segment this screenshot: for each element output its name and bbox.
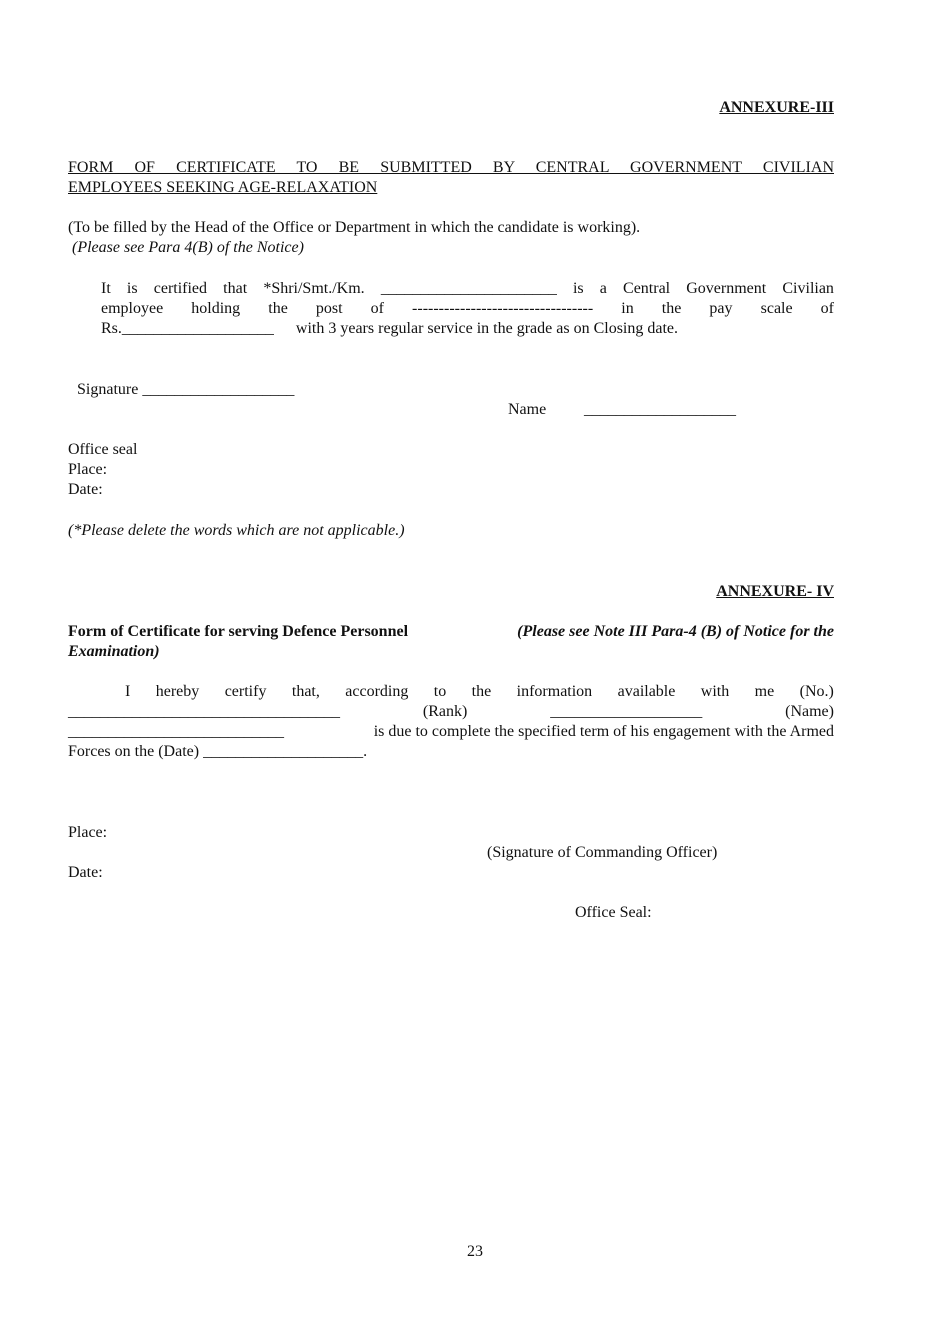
place-label: Place:	[68, 461, 108, 478]
a3-line1-word: is	[572, 280, 584, 297]
annexure-3-certificate-line-2	[101, 299, 834, 319]
annexure-3-instruction: (To be filled by the Head of the Office or Department in which the candidate is working).	[68, 219, 641, 236]
a3-line1-word: Central	[623, 280, 671, 297]
a3-line2-word: holding	[191, 300, 241, 317]
a3-line1-word: ______________________	[380, 280, 557, 297]
delete-note: (*Please delete the words which are not applicable.)	[68, 522, 405, 539]
a3-line1-word: Civilian	[782, 280, 834, 297]
office-seal-label: Office seal	[68, 441, 138, 458]
name-blank: ___________________________	[68, 723, 284, 740]
annexure-3-certificate-line-1	[101, 279, 834, 299]
name-blank: ___________________	[584, 401, 736, 418]
a3-line2-word: the	[268, 300, 288, 317]
a3-line2-word: employee	[101, 300, 164, 317]
a3-line1-word: *Shri/Smt./Km.	[263, 280, 365, 297]
a3-line2-word: the	[661, 300, 682, 317]
a4-line1-word: me	[754, 683, 775, 700]
a4-line1-word: (No.)	[799, 683, 834, 700]
a3-line1-word: is	[126, 280, 138, 297]
page-number: 23	[467, 1243, 483, 1260]
a4-line2-word: __________________________________	[68, 703, 340, 720]
a4-line1-word: the	[471, 683, 492, 700]
signature-line: Signature ___________________	[77, 381, 295, 398]
a3-line1-word: Government	[686, 280, 767, 297]
a4-line1-word: that,	[291, 683, 320, 700]
annexure-4-certificate-line-3	[68, 722, 834, 742]
a3-line1-word: It	[101, 280, 111, 297]
annexure-4-title-bold: Form of Certificate for serving Defence Personnel	[68, 623, 409, 640]
annexure-4-heading: ANNEXURE- IV	[716, 583, 834, 600]
commanding-officer-signature: (Signature of Commanding Officer)	[487, 844, 718, 861]
annexure-4-certificate-line-1	[125, 682, 834, 702]
a3-line2-word: of	[820, 300, 834, 317]
a3-line1-word: a	[599, 280, 607, 297]
a4-line1-word: available	[617, 683, 676, 700]
annexure-4-certificate-line-2	[68, 702, 834, 722]
a4-line1-word: according	[345, 683, 409, 700]
a3-line2-word: pay	[709, 300, 733, 317]
date-label: Date:	[68, 481, 103, 498]
a4-line2-word: (Name)	[785, 703, 834, 720]
annexure-3-certificate-line-3	[101, 319, 678, 339]
a4-line1-word: information	[516, 683, 593, 700]
annexure-4-title-line-1	[68, 622, 834, 642]
a3-line2-word: of	[370, 300, 384, 317]
name-label: Name	[508, 401, 547, 418]
annexure-4-certificate-line-4: Forces on the (Date) ____________________.	[68, 743, 368, 760]
a4-line1-word: hereby	[155, 683, 200, 700]
a3-line2-word: in	[621, 300, 634, 317]
annexure-3-heading: ANNEXURE-III	[719, 99, 834, 116]
engagement-text: is due to complete the specified term of his engagement with the Armed	[373, 723, 834, 740]
a4-line2-word: (Rank)	[422, 703, 468, 720]
a3-line1-word: certified	[153, 280, 208, 297]
annexure-4-office-seal: Office Seal:	[575, 904, 652, 921]
annexure-4-title-italic: (Please see Note III Para-4 (B) of Notice for the	[517, 623, 834, 640]
annexure-4-title-line-2: Examination)	[68, 643, 160, 660]
a4-line1-word: I	[125, 683, 131, 700]
pay-scale-blank: Rs.___________________	[101, 320, 274, 337]
annexure-3-title-line-2: EMPLOYEES SEEKING AGE-RELAXATION	[68, 179, 378, 196]
a4-line1-word: to	[433, 683, 447, 700]
a3-line2-word: post	[315, 300, 343, 317]
annexure-3-para-note: (Please see Para 4(B) of the Notice)	[72, 239, 304, 256]
a4-line1-word: with	[700, 683, 730, 700]
a3-line2-word: scale	[760, 300, 793, 317]
annexure-4-place-label: Place:	[68, 824, 108, 841]
a4-line2-word: ___________________	[550, 703, 703, 720]
annexure-3-title-line-1: FORM OF CERTIFICATE TO BE SUBMITTED BY CENTRAL GOVERNMENT CIVILIAN	[68, 159, 834, 176]
service-text: with 3 years regular service in the grade as on Closing date.	[295, 320, 679, 337]
annexure-4-date-label: Date:	[68, 864, 103, 881]
a4-line1-word: certify	[224, 683, 267, 700]
a3-line2-word: ----------------------------------	[412, 300, 594, 317]
a3-line1-word: that	[223, 280, 248, 297]
